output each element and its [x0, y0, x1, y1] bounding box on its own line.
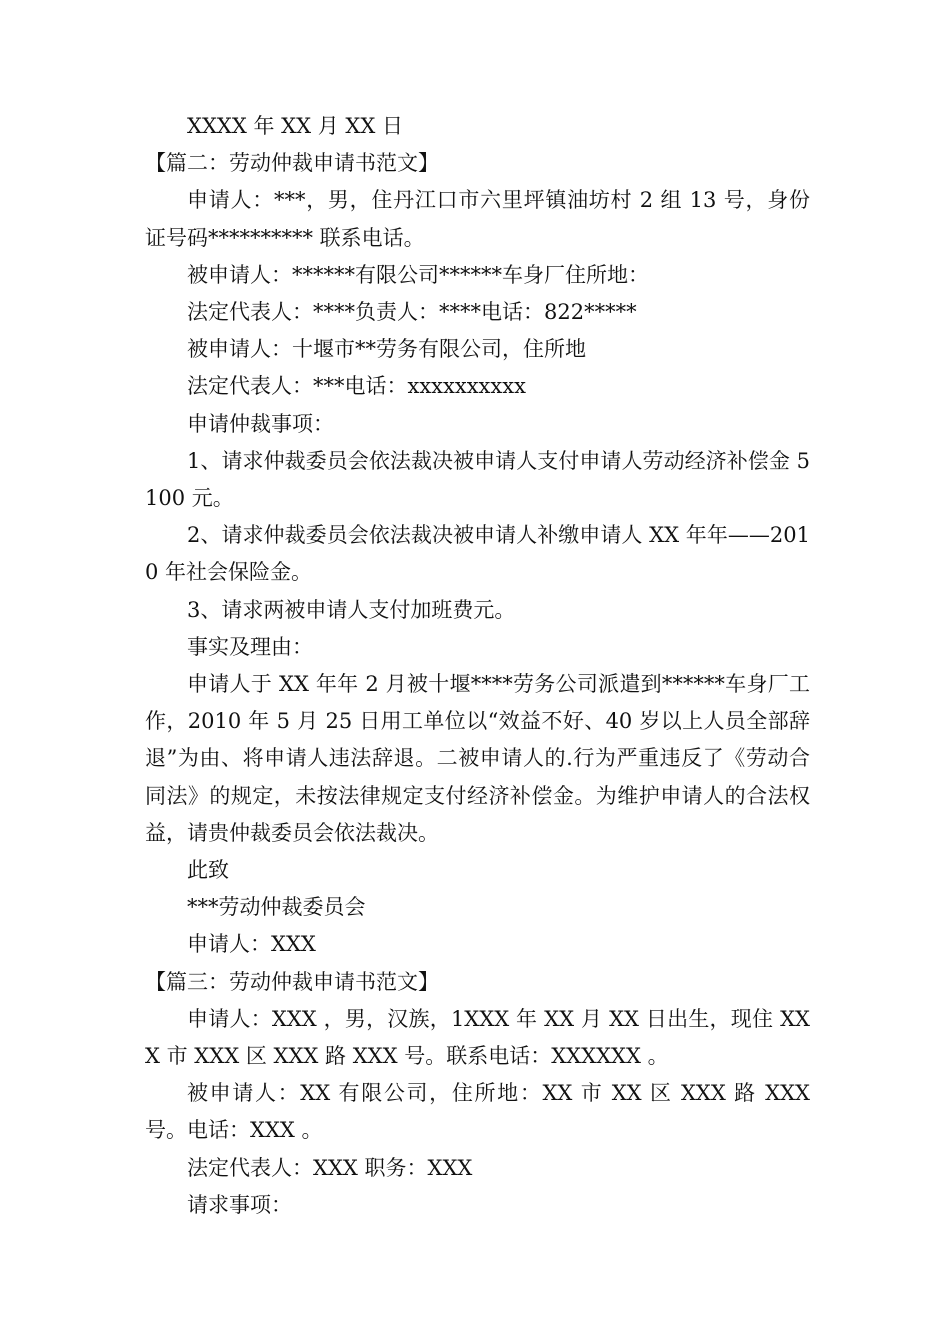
date-line: XXXX 年 XX 月 XX 日: [187, 114, 403, 138]
signature-line: 申请人：XXX: [187, 932, 316, 957]
claim-item: 3、请求两被申请人支付加班费元。: [187, 597, 516, 622]
closing-line: 此致: [187, 858, 229, 883]
facts-heading: 事实及理由：: [187, 634, 313, 659]
section-heading-3: 【篇三：劳动仲裁申请书范文】: [145, 969, 439, 994]
legal-representative-line: 法定代表人：XXX 职务：XXX: [187, 1155, 473, 1180]
claim-item: 2、请求仲裁委员会依法裁决被申请人补缴申请人 XX 年年——2010 年社会保险金。: [145, 523, 810, 585]
respondent-paragraph: 被申请人：******有限公司******车身厂住所地：: [187, 262, 649, 287]
legal-representative-line: 法定代表人：****负责人：****电话：822*****: [187, 300, 637, 325]
claims-heading: 请求事项：: [187, 1192, 292, 1217]
claims-heading: 申请仲裁事项：: [187, 411, 334, 436]
legal-representative-line: 法定代表人：***电话：xxxxxxxxxx: [187, 374, 526, 399]
facts-paragraph: 申请人于 XX 年年 2 月被十堰****劳务公司派遣到******车身厂工作，2010 年 5 月 25 日用工单位以“效益不好、40 岁以上人员全部辞退”为由、将申请人违法辞退。二被申请人的.行为严重违反了《劳动合同法》的规定，未按法律规定支付经济补偿金。为维护申请人的合法权益，请贵仲裁委员会依法裁决。: [145, 672, 810, 845]
claim-item: 1、请求仲裁委员会依法裁决被申请人支付申请人劳动经济补偿金 5100 元。: [145, 448, 810, 511]
applicant-paragraph: 申请人：***，男，住丹江口市六里坪镇油坊村 2 组 13 号，身份证号码********** 联系电话。: [145, 188, 810, 250]
document-body: [145, 108, 810, 1224]
addressee-line: ***劳动仲裁委员会: [187, 895, 366, 920]
respondent-paragraph: 被申请人：XX 有限公司，住所地：XX 市 XX 区 XXX 路 XXX 号。电话：XXX 。: [145, 1081, 810, 1143]
section-heading-2: 【篇二：劳动仲裁申请书范文】: [145, 151, 439, 176]
respondent-paragraph: 被申请人：十堰市**劳务有限公司，住所地: [187, 337, 586, 362]
applicant-paragraph: 申请人：XXX ，男，汉族，1XXX 年 XX 月 XX 日出生，现住 XXX 市 XXX 区 XXX 路 XXX 号。联系电话：XXXXXX 。: [145, 1006, 810, 1069]
